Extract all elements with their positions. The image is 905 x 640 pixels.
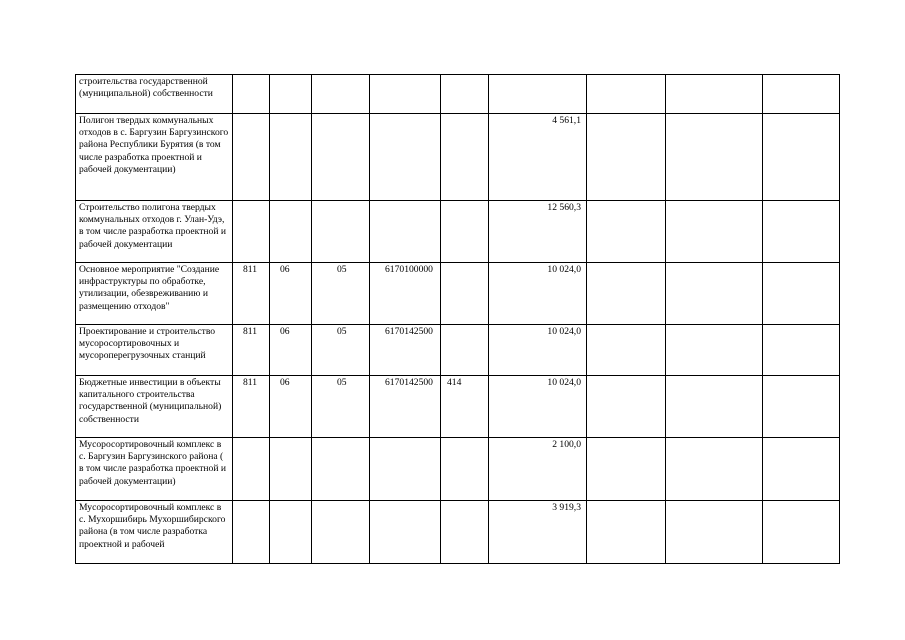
table-cell: 06 — [270, 263, 312, 325]
table-cell — [312, 501, 370, 564]
table-cell — [270, 438, 312, 501]
table-cell: Проектирование и строительство мусоросортировочных и мусороперегрузочных станций — [76, 325, 233, 376]
table-cell — [312, 114, 370, 201]
table-cell — [489, 75, 587, 114]
table-row — [76, 438, 840, 501]
table-cell: Мусоросортировочный комплекс в с. Баргузин Баргузинского района ( в том числе разработка проектной и рабочей документации) — [76, 438, 233, 501]
table-cell — [763, 263, 840, 325]
table-cell — [666, 325, 763, 376]
table-cell — [370, 438, 441, 501]
table-cell: 811 — [233, 376, 270, 438]
table-cell: 6170142500 — [370, 325, 441, 376]
table-cell: 6170142500 — [370, 376, 441, 438]
table-row — [76, 201, 840, 263]
table-cell — [587, 114, 666, 201]
table-cell — [441, 263, 489, 325]
table-row — [76, 325, 840, 376]
table-cell: 4 561,1 — [489, 114, 587, 201]
table-cell — [370, 75, 441, 114]
table-cell — [763, 75, 840, 114]
table-cell: 811 — [233, 263, 270, 325]
table-cell: 12 560,3 — [489, 201, 587, 263]
table-cell: 06 — [270, 325, 312, 376]
table-cell: Полигон твердых коммунальных отходов в с. Баргузин Баргузинского района Республики Бурятия (в том числе разработка проектной и рабочей документации) — [76, 114, 233, 201]
table-cell — [587, 263, 666, 325]
table-cell: 6170100000 — [370, 263, 441, 325]
table-cell: строительства государственной (муниципальной) собственности — [76, 75, 233, 114]
table-cell — [441, 325, 489, 376]
table-cell: 10 024,0 — [489, 263, 587, 325]
table-cell — [441, 438, 489, 501]
table-cell — [312, 75, 370, 114]
table-row — [76, 376, 840, 438]
table-cell — [233, 201, 270, 263]
table-cell — [763, 325, 840, 376]
table-cell — [233, 114, 270, 201]
budget-table — [75, 74, 840, 564]
table-cell — [270, 201, 312, 263]
table-cell — [441, 75, 489, 114]
table-cell — [270, 501, 312, 564]
table-cell: 05 — [312, 325, 370, 376]
table-cell — [441, 201, 489, 263]
table-cell — [587, 501, 666, 564]
table-cell — [666, 201, 763, 263]
table-cell — [270, 75, 312, 114]
table-cell — [370, 201, 441, 263]
table-cell: 414 — [441, 376, 489, 438]
table-cell: Мусоросортировочный комплекс в с. Мухоршибирь Мухоршибирского района (в том числе разработка проектной и рабочей — [76, 501, 233, 564]
table-cell — [763, 376, 840, 438]
table-cell — [666, 501, 763, 564]
table-cell — [587, 201, 666, 263]
table-cell — [666, 376, 763, 438]
table-cell — [763, 201, 840, 263]
table-cell: 05 — [312, 263, 370, 325]
table-cell — [587, 438, 666, 501]
table-cell — [441, 114, 489, 201]
table-cell: 06 — [270, 376, 312, 438]
table-cell: 10 024,0 — [489, 376, 587, 438]
table-cell — [666, 438, 763, 501]
table-cell — [763, 114, 840, 201]
table-cell — [370, 114, 441, 201]
table-cell: 811 — [233, 325, 270, 376]
table-cell — [233, 501, 270, 564]
table-cell — [312, 438, 370, 501]
table-cell — [270, 114, 312, 201]
table-row — [76, 114, 840, 201]
table-cell — [441, 501, 489, 564]
table-cell: 2 100,0 — [489, 438, 587, 501]
table-cell: Строительство полигона твердых коммунальных отходов г. Улан-Удэ, в том числе разработка проектной и рабочей документации — [76, 201, 233, 263]
table-cell: 05 — [312, 376, 370, 438]
table-cell — [233, 75, 270, 114]
table-cell: 10 024,0 — [489, 325, 587, 376]
table-cell: Бюджетные инвестиции в объекты капитального строительства государственной (муниципальной) собственности — [76, 376, 233, 438]
table-cell — [587, 75, 666, 114]
table-cell: Основное мероприятие "Создание инфраструктуры по обработке, утилизации, обезвреживанию и размещению отходов" — [76, 263, 233, 325]
table-cell — [666, 114, 763, 201]
table-cell — [666, 263, 763, 325]
table-cell — [587, 325, 666, 376]
table-row — [76, 501, 840, 564]
table-cell — [763, 438, 840, 501]
table-cell — [370, 501, 441, 564]
table-cell — [587, 376, 666, 438]
table-cell — [312, 201, 370, 263]
table-cell — [233, 438, 270, 501]
table-cell: 3 919,3 — [489, 501, 587, 564]
budget-table-body — [76, 75, 840, 564]
table-cell — [763, 501, 840, 564]
table-row — [76, 75, 840, 114]
table-cell — [666, 75, 763, 114]
table-row — [76, 263, 840, 325]
